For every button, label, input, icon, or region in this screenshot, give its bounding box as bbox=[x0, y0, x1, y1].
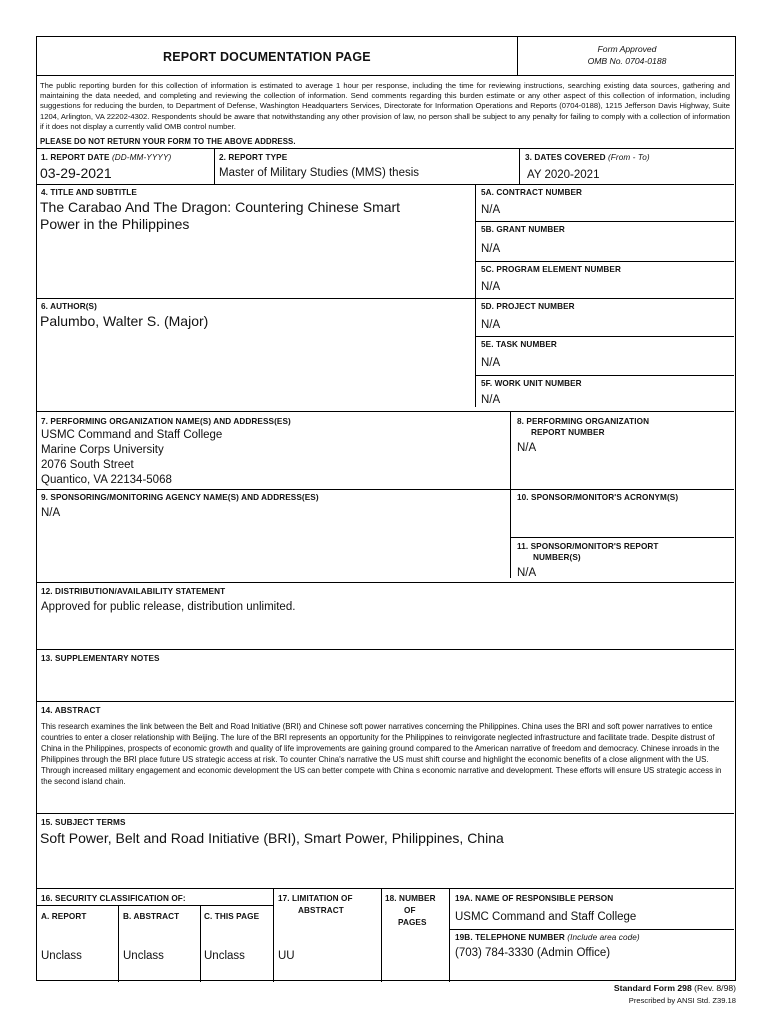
divider bbox=[449, 888, 450, 982]
divider bbox=[510, 537, 734, 538]
program-element-label: 5C. PROGRAM ELEMENT NUMBER bbox=[481, 265, 621, 274]
dates-covered-value[interactable]: AY 2020-2021 bbox=[527, 169, 600, 181]
performing-org-line3[interactable]: 2076 South Street bbox=[41, 459, 134, 471]
title-value-line1[interactable]: The Carabao And The Dragon: Countering Chinese Smart bbox=[40, 199, 401, 215]
task-number-label: 5E. TASK NUMBER bbox=[481, 340, 557, 349]
divider bbox=[37, 905, 273, 906]
performing-org-report-label-1: 8. PERFORMING ORGANIZATION bbox=[517, 417, 650, 426]
project-number-label: 5D. PROJECT NUMBER bbox=[481, 302, 575, 311]
authors-label: 6. AUTHOR(S) bbox=[41, 302, 97, 311]
prescribed-by-label: Prescribed by ANSI Std. Z39.18 bbox=[628, 996, 736, 1005]
number-of-pages-label-1: 18. NUMBER bbox=[385, 894, 436, 903]
divider bbox=[475, 336, 734, 337]
dates-covered-hint: (From - To) bbox=[607, 153, 650, 162]
contract-number-label: 5A. CONTRACT NUMBER bbox=[481, 188, 583, 197]
subject-terms-label: 15. SUBJECT TERMS bbox=[41, 818, 126, 827]
divider bbox=[37, 148, 734, 149]
sponsor-report-value[interactable]: N/A bbox=[517, 567, 537, 579]
sponsor-report-label-2: NUMBER(S) bbox=[533, 553, 581, 562]
divider bbox=[449, 929, 734, 930]
divider bbox=[37, 813, 734, 814]
burden-notice: The public reporting burden for this collection of information is estimated to average 1 hour per response, including the time for reviewing instructions, searching existing data sources, gathering and maintaining the data needed, and completing and reviewing the collection of information. Send comments regarding this burden estimate or any other aspect of this collection of information, including suggestions for reducing the burden, to Department of Defense, Washington Headquarters Services, Directorate for Information Operations and Reports (0704-0188), 1215 Jefferson Davis Highway, Suite 1204, Arlington, VA 22202-4302. Respondents should be aware that notwithstanding any other provision of law, no person shall be subject to any penalty for failing to comply with a collection of information if it does not display a currently valid OMB control number. bbox=[40, 81, 730, 131]
divider bbox=[214, 148, 215, 184]
divider bbox=[381, 888, 382, 982]
work-unit-value[interactable]: N/A bbox=[481, 394, 501, 406]
report-date-label-text: 1. REPORT DATE bbox=[41, 153, 110, 162]
divider bbox=[37, 489, 734, 490]
report-documentation-form bbox=[36, 36, 736, 981]
divider bbox=[475, 261, 734, 262]
divider bbox=[519, 148, 520, 184]
title-value-line2[interactable]: Power in the Philippines bbox=[40, 216, 190, 232]
divider bbox=[475, 221, 734, 222]
subject-terms-value[interactable]: Soft Power, Belt and Road Initiative (BRI), Smart Power, Philippines, China bbox=[40, 830, 504, 846]
sponsoring-agency-label: 9. SPONSORING/MONITORING AGENCY NAME(S) AND ADDRESS(ES) bbox=[41, 493, 319, 502]
report-type-value[interactable]: Master of Military Studies (MMS) thesis bbox=[219, 167, 420, 179]
this-page-class-label: C. THIS PAGE bbox=[204, 912, 260, 921]
divider bbox=[273, 888, 274, 982]
telephone-hint: (Include area code) bbox=[567, 933, 640, 942]
divider bbox=[37, 701, 734, 702]
title-subtitle-label: 4. TITLE AND SUBTITLE bbox=[41, 188, 137, 197]
grant-number-label: 5B. GRANT NUMBER bbox=[481, 225, 565, 234]
report-type-label: 2. REPORT TYPE bbox=[219, 153, 288, 162]
report-date-value[interactable]: 03-29-2021 bbox=[40, 165, 112, 181]
performing-org-report-value[interactable]: N/A bbox=[517, 442, 537, 454]
authors-value[interactable]: Palumbo, Walter S. (Major) bbox=[40, 313, 209, 329]
report-date-label bbox=[41, 153, 171, 162]
sponsoring-agency-value[interactable]: N/A bbox=[41, 507, 61, 519]
abstract-class-value[interactable]: Unclass bbox=[123, 950, 164, 962]
performing-org-report-label-2: REPORT NUMBER bbox=[531, 428, 605, 437]
divider bbox=[37, 184, 734, 185]
dates-covered-label-text: 3. DATES COVERED bbox=[525, 153, 606, 162]
divider bbox=[37, 411, 734, 412]
divider bbox=[118, 905, 119, 982]
standard-form-number: Standard Form 298 bbox=[613, 983, 692, 993]
divider bbox=[510, 411, 511, 578]
work-unit-label: 5F. WORK UNIT NUMBER bbox=[481, 379, 582, 388]
divider bbox=[37, 582, 734, 583]
distribution-label: 12. DISTRIBUTION/AVAILABILITY STATEMENT bbox=[41, 587, 226, 596]
this-page-class-value[interactable]: Unclass bbox=[204, 950, 245, 962]
performing-org-line1[interactable]: USMC Command and Staff College bbox=[41, 429, 223, 441]
page-title: REPORT DOCUMENTATION PAGE bbox=[163, 50, 371, 64]
limitation-label-2: ABSTRACT bbox=[298, 906, 344, 915]
report-class-value[interactable]: Unclass bbox=[41, 950, 82, 962]
abstract-label: 14. ABSTRACT bbox=[41, 706, 101, 715]
divider bbox=[475, 184, 476, 407]
project-number-value[interactable]: N/A bbox=[481, 319, 501, 331]
report-date-hint: (DD-MM-YYYY) bbox=[111, 153, 172, 162]
standard-form-label bbox=[614, 983, 736, 993]
responsible-person-value[interactable]: USMC Command and Staff College bbox=[455, 911, 637, 923]
performing-org-label: 7. PERFORMING ORGANIZATION NAME(S) AND ADDRESS(ES) bbox=[41, 417, 291, 426]
do-not-return-notice: PLEASE DO NOT RETURN YOUR FORM TO THE ABOVE ADDRESS. bbox=[40, 137, 296, 146]
form-approved-label: Form Approved bbox=[597, 44, 657, 54]
divider bbox=[37, 298, 734, 299]
abstract-class-label: B. ABSTRACT bbox=[123, 912, 180, 921]
task-number-value[interactable]: N/A bbox=[481, 357, 501, 369]
distribution-value[interactable]: Approved for public release, distribution unlimited. bbox=[41, 601, 296, 613]
telephone-label-text: 19B. TELEPHONE NUMBER bbox=[455, 933, 565, 942]
telephone-label bbox=[455, 933, 640, 942]
divider bbox=[475, 375, 734, 376]
divider bbox=[200, 905, 201, 982]
abstract-text[interactable]: This research examines the link between the Belt and Road Initiative (BRI) and Chinese soft power narratives concerning the Philippines. China uses the BRI and soft power narratives to entice countries to enter a closer relationship with Beijing. The lure of the BRI represents an opportunity for the Philippines to reinvigorate neglected infrastructure and facilitate trade. Despite distrust of China in the Philippines, prospects of economic growth and quality of life improvements are gaining ground compared to the American narrative of freedom and democracy. Chinese inroads in the Philippines through the BRI place future US strategic access at risk. To counter China's narrative the US must shift course and highlight the economic benefits of a close alignment with the US. Through increased military engagement and economic development the US can better compete with China s economic narrative and development. These efforts will ensure US strategic access in the second island chain. bbox=[41, 722, 722, 787]
number-of-pages-label-3: PAGES bbox=[398, 918, 427, 927]
divider bbox=[37, 649, 734, 650]
sponsor-acronym-label: 10. SPONSOR/MONITOR'S ACRONYM(S) bbox=[517, 493, 679, 502]
performing-org-line4[interactable]: Quantico, VA 22134-5068 bbox=[41, 474, 172, 486]
supplementary-notes-label: 13. SUPPLEMENTARY NOTES bbox=[41, 654, 160, 663]
report-class-label: A. REPORT bbox=[41, 912, 87, 921]
number-of-pages-label-2: OF bbox=[404, 906, 416, 915]
limitation-value[interactable]: UU bbox=[278, 950, 295, 962]
divider bbox=[37, 75, 734, 76]
divider bbox=[517, 37, 518, 75]
standard-form-revision: (Rev. 8/98) bbox=[694, 983, 736, 993]
security-classification-label: 16. SECURITY CLASSIFICATION OF: bbox=[41, 894, 186, 903]
program-element-value[interactable]: N/A bbox=[481, 281, 501, 293]
contract-number-value[interactable]: N/A bbox=[481, 204, 501, 216]
responsible-person-label: 19A. NAME OF RESPONSIBLE PERSON bbox=[455, 894, 614, 903]
divider bbox=[37, 888, 734, 889]
omb-number: OMB No. 0704-0188 bbox=[587, 56, 667, 66]
telephone-value[interactable]: (703) 784-3330 (Admin Office) bbox=[455, 947, 611, 959]
grant-number-value[interactable]: N/A bbox=[481, 243, 501, 255]
dates-covered-label bbox=[525, 153, 650, 162]
performing-org-line2[interactable]: Marine Corps University bbox=[41, 444, 164, 456]
limitation-label-1: 17. LIMITATION OF bbox=[278, 894, 353, 903]
sponsor-report-label-1: 11. SPONSOR/MONITOR'S REPORT bbox=[517, 542, 659, 551]
